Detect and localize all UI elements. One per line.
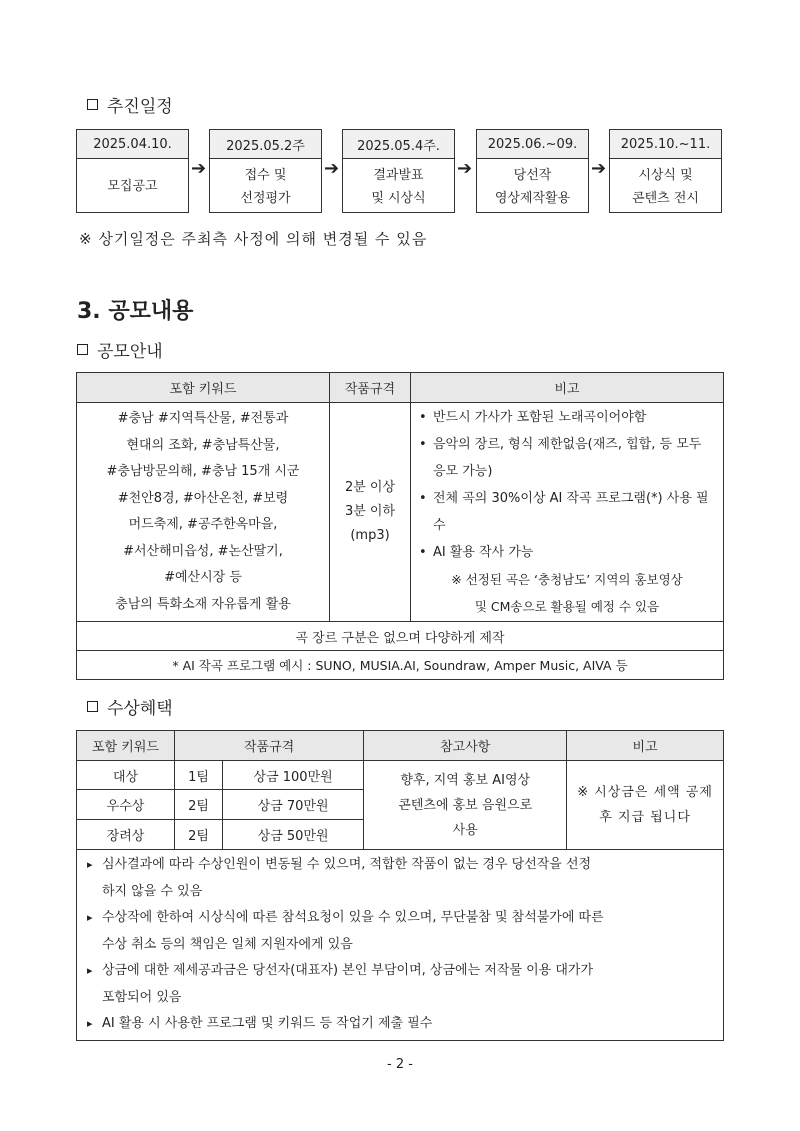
step-line: 선정평가 bbox=[240, 190, 291, 206]
keyword-line: 머드축제, #공주한옥마을, bbox=[128, 517, 278, 532]
schedule-heading: 추진일정 bbox=[87, 92, 173, 117]
award-prize: 상금 70만원 bbox=[223, 790, 364, 820]
schedule-step bbox=[342, 129, 455, 213]
schedule-step bbox=[476, 129, 589, 213]
step-description bbox=[610, 159, 721, 214]
remark-bullet: • 음악의 장르, 형식 제한없음(재즈, 힙합, 등 모두 응모 가능) bbox=[419, 431, 715, 485]
step-date: 2025.06.~09. bbox=[477, 130, 588, 159]
step-date: 2025.04.10. bbox=[77, 130, 188, 159]
reference-line: 콘텐츠에 홍보 음원으로 bbox=[398, 797, 533, 813]
keywords-cell bbox=[77, 403, 330, 622]
benefit-note-line: ▸ AI 활용 시 사용한 프로그램 및 키워드 등 작업기 제출 필수 bbox=[102, 1016, 433, 1031]
step-line: 및 시상식 bbox=[371, 190, 426, 206]
benefit-heading: 수상혜택 bbox=[87, 694, 173, 719]
award-name: 우수상 bbox=[77, 790, 175, 820]
step-description bbox=[343, 159, 454, 214]
header-keywords: 포함 키워드 bbox=[77, 731, 175, 761]
benefit-remark-cell bbox=[567, 761, 724, 850]
step-description bbox=[477, 159, 588, 214]
step-line: 접수 및 bbox=[244, 167, 287, 183]
benefit-note-item bbox=[87, 905, 713, 958]
step-line: 콘텐츠 전시 bbox=[632, 190, 699, 206]
header-spec: 작품규격 bbox=[175, 731, 364, 761]
header-remark: 비고 bbox=[567, 731, 724, 761]
reference-note-line: 및 CM송으로 활용될 예정 수 있음 bbox=[474, 599, 660, 614]
arrow-right-icon: ➔ bbox=[324, 158, 340, 179]
step-line: 결과발표 bbox=[373, 167, 424, 183]
step-date: 2025.10.~11. bbox=[610, 130, 721, 159]
step-description bbox=[210, 159, 321, 214]
header-keywords: 포함 키워드 bbox=[77, 373, 330, 403]
step-line: 모집공고 bbox=[107, 179, 158, 194]
benefit-note-line: 포함되어 있음 bbox=[102, 989, 182, 1005]
benefit-table bbox=[76, 730, 724, 1041]
benefit-note-item bbox=[87, 852, 713, 905]
benefit-note-line: ▸ 상금에 대한 제세공과금은 당선자(대표자) 본인 부담이며, 상금에는 저작물 이용 대가가 bbox=[102, 963, 593, 978]
benefit-note-item bbox=[87, 1011, 713, 1038]
checkbox-square-icon bbox=[87, 701, 98, 712]
keyword-line: 현대의 조화, #충남특산물, bbox=[126, 437, 280, 453]
guide-heading: 공모안내 bbox=[77, 337, 163, 362]
step-line: 당선작 bbox=[513, 167, 552, 183]
award-count: 2팀 bbox=[175, 790, 223, 820]
schedule-step bbox=[76, 129, 189, 213]
header-spec: 작품규격 bbox=[330, 373, 411, 403]
benefit-note-line: ▸ 수상작에 한하여 시상식에 따른 참석요청이 있을 수 있으며, 무단불참 및 참석불가에 따른 bbox=[102, 910, 604, 925]
benefit-notes bbox=[77, 850, 724, 1041]
step-date: 2025.05.2주 bbox=[210, 130, 321, 159]
benefit-note-line: 수상 취소 등의 책임은 일체 지원자에게 있음 bbox=[102, 936, 353, 952]
ai-program-row: * AI 작곡 프로그램 예시 : SUNO, MUSIA.AI, Soundraw, Amper Music, AIVA 등 bbox=[77, 651, 724, 680]
remark-line: 후 지급 됩니다 bbox=[599, 810, 691, 825]
checkbox-square-icon bbox=[87, 99, 98, 110]
award-prize: 상금 50만원 bbox=[223, 820, 364, 850]
checkbox-square-icon bbox=[77, 344, 88, 355]
remark-bullet: • AI 활용 작사 가능 bbox=[419, 539, 715, 566]
step-line: 영상제작활용 bbox=[494, 190, 571, 206]
reference-note-line: ※ 선정된 곡은 ‘충청남도’ 지역의 홍보영상 bbox=[451, 572, 683, 587]
spec-cell bbox=[330, 403, 411, 622]
schedule-step bbox=[609, 129, 722, 213]
award-name: 장려상 bbox=[77, 820, 175, 850]
step-date: 2025.05.4주. bbox=[343, 130, 454, 159]
arrow-right-icon: ➔ bbox=[191, 158, 207, 179]
award-name: 대상 bbox=[77, 761, 175, 790]
genre-row: 곡 장르 구분은 없으며 다양하게 제작 bbox=[77, 622, 724, 651]
award-prize: 상금 100만원 bbox=[223, 761, 364, 790]
remark-bullet: • 전체 곡의 30%이상 AI 작곡 프로그램(*) 사용 필수 bbox=[419, 485, 715, 539]
keyword-line: #서산해미읍성, #논산딸기, bbox=[123, 543, 283, 559]
keyword-line: #예산시장 등 bbox=[164, 570, 242, 585]
step-description bbox=[77, 159, 188, 214]
step-line: 시상식 및 bbox=[638, 167, 693, 183]
header-reference: 참고사항 bbox=[364, 731, 567, 761]
keyword-line: #천안8경, #아산온천, #보령 bbox=[117, 490, 289, 506]
page-number: - 2 - bbox=[387, 1057, 413, 1072]
reference-line: 사용 bbox=[452, 822, 478, 838]
benefit-note-item bbox=[87, 958, 713, 1011]
remark-cell bbox=[411, 403, 724, 622]
remark-line: ※ 시상금은 세액 공제 bbox=[577, 785, 713, 800]
reference-line: 향후, 지역 홍보 AI영상 bbox=[400, 772, 531, 788]
keyword-line: #충남방문의해, #충남 15개 시군 bbox=[106, 464, 300, 479]
schedule-step bbox=[209, 129, 322, 213]
spec-line: 2분 이상 bbox=[344, 480, 396, 495]
benefit-note-line: ▸ 심사결과에 따라 수상인원이 변동될 수 있으며, 적합한 작품이 없는 경우 당선작을 선정 bbox=[102, 857, 592, 872]
spec-line: (mp3) bbox=[350, 528, 390, 543]
schedule-note: ※ 상기일정은 주최측 사정에 의해 변경될 수 있음 bbox=[79, 230, 428, 248]
arrow-right-icon: ➔ bbox=[457, 158, 473, 179]
benefit-note-line: 하지 않을 수 있음 bbox=[102, 883, 203, 899]
arrow-right-icon: ➔ bbox=[591, 158, 607, 179]
award-count: 1팀 bbox=[175, 761, 223, 790]
section-title: 3. 공모내용 bbox=[77, 299, 194, 324]
header-remark: 비고 bbox=[411, 373, 724, 403]
keyword-line: 충남의 특화소재 자유롭게 활용 bbox=[115, 596, 291, 612]
award-count: 2팀 bbox=[175, 820, 223, 850]
reference-cell bbox=[364, 761, 567, 850]
guide-table bbox=[76, 372, 724, 680]
spec-line: 3분 이하 bbox=[344, 504, 396, 519]
remark-bullet: • 반드시 가사가 포함된 노래곡이어야함 bbox=[419, 404, 715, 431]
keyword-line: #충남 #지역특산물, #전통과 bbox=[117, 411, 289, 426]
